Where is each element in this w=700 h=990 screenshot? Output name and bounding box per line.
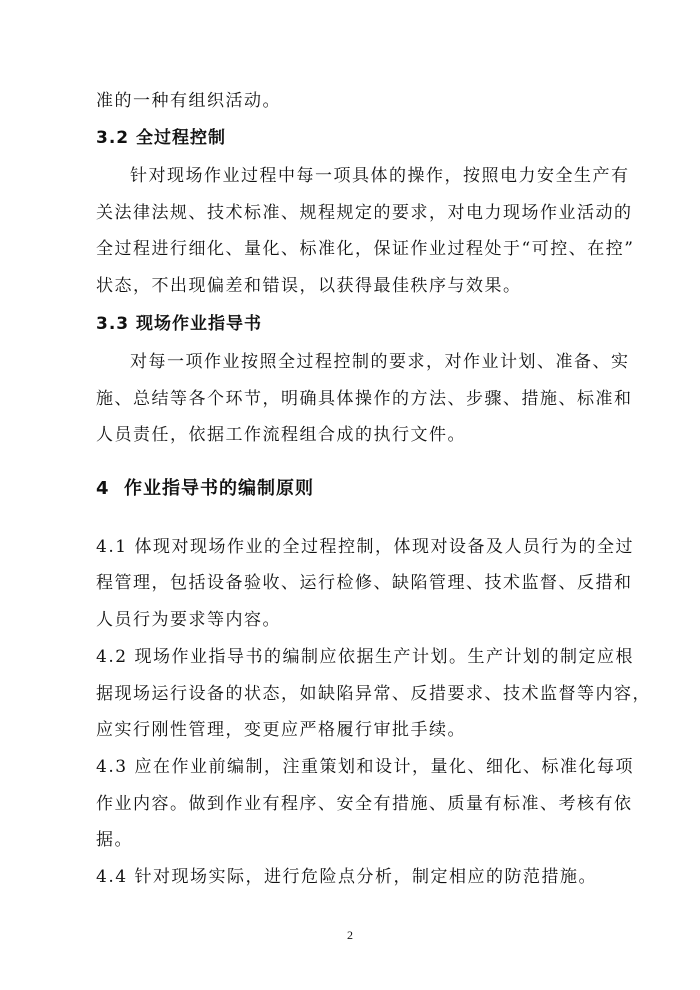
section-title: 作业指导书的编制原则 — [124, 478, 314, 499]
body-text-line: 状态，不出现偏差和错误，以获得最佳秩序与效果。 — [96, 276, 522, 296]
body-text-line: 关法律法规、技术标准、规程规定的要求，对电力现场作业活动的 — [96, 203, 633, 223]
list-item-4-3: 4.3 应在作业前编制，注重策划和设计，量化、细化、标准化每项 — [96, 757, 634, 777]
list-item-4-1: 4.1 体现对现场作业的全过程控制，体现对设备及人员行为的全过 — [96, 537, 634, 557]
body-text-line: 据现场运行设备的状态，如缺陷异常、反措要求、技术监督等内容， — [96, 684, 651, 704]
body-text-line: 人员行为要求等内容。 — [96, 610, 281, 630]
body-text-line: 施、总结等各个环节，明确具体操作的方法、步骤、措施、标准和 — [96, 389, 633, 409]
list-item-4-2: 4.2 现场作业指导书的编制应依据生产计划。生产计划的制定应根 — [96, 647, 634, 667]
body-text-line: 程管理，包括设备验收、运行检修、缺陷管理、技术监督、反措和 — [96, 573, 633, 593]
body-text-line: 人员责任，依据工作流程组合成的执行文件。 — [96, 425, 466, 445]
paragraph-first-line: 针对现场作业过程中每一项具体的操作，按照电力安全生产有 — [130, 166, 630, 186]
body-text-line: 据。 — [96, 830, 133, 850]
body-text-line: 准的一种有组织活动。 — [96, 91, 281, 111]
section-number: 4 — [96, 478, 110, 499]
section-heading-4 — [96, 475, 616, 503]
body-text-line: 全过程进行细化、量化、标准化，保证作业过程处于“可控、在控” — [96, 239, 635, 259]
body-text-line: 作业内容。做到作业有程序、安全有措施、质量有标准、考核有依 — [96, 794, 633, 814]
paragraph-first-line: 对每一项作业按照全过程控制的要求，对作业计划、准备、实 — [130, 352, 630, 372]
section-heading-3-2: 3.2 全过程控制 — [96, 128, 227, 148]
section-heading-3-3: 3.3 现场作业指导书 — [96, 314, 263, 334]
page-number: 2 — [347, 928, 353, 942]
body-text-line: 应实行刚性管理，变更应严格履行审批手续。 — [96, 720, 466, 740]
list-item-4-4: 4.4 针对现场实际，进行危险点分析，制定相应的防范措施。 — [96, 867, 597, 887]
